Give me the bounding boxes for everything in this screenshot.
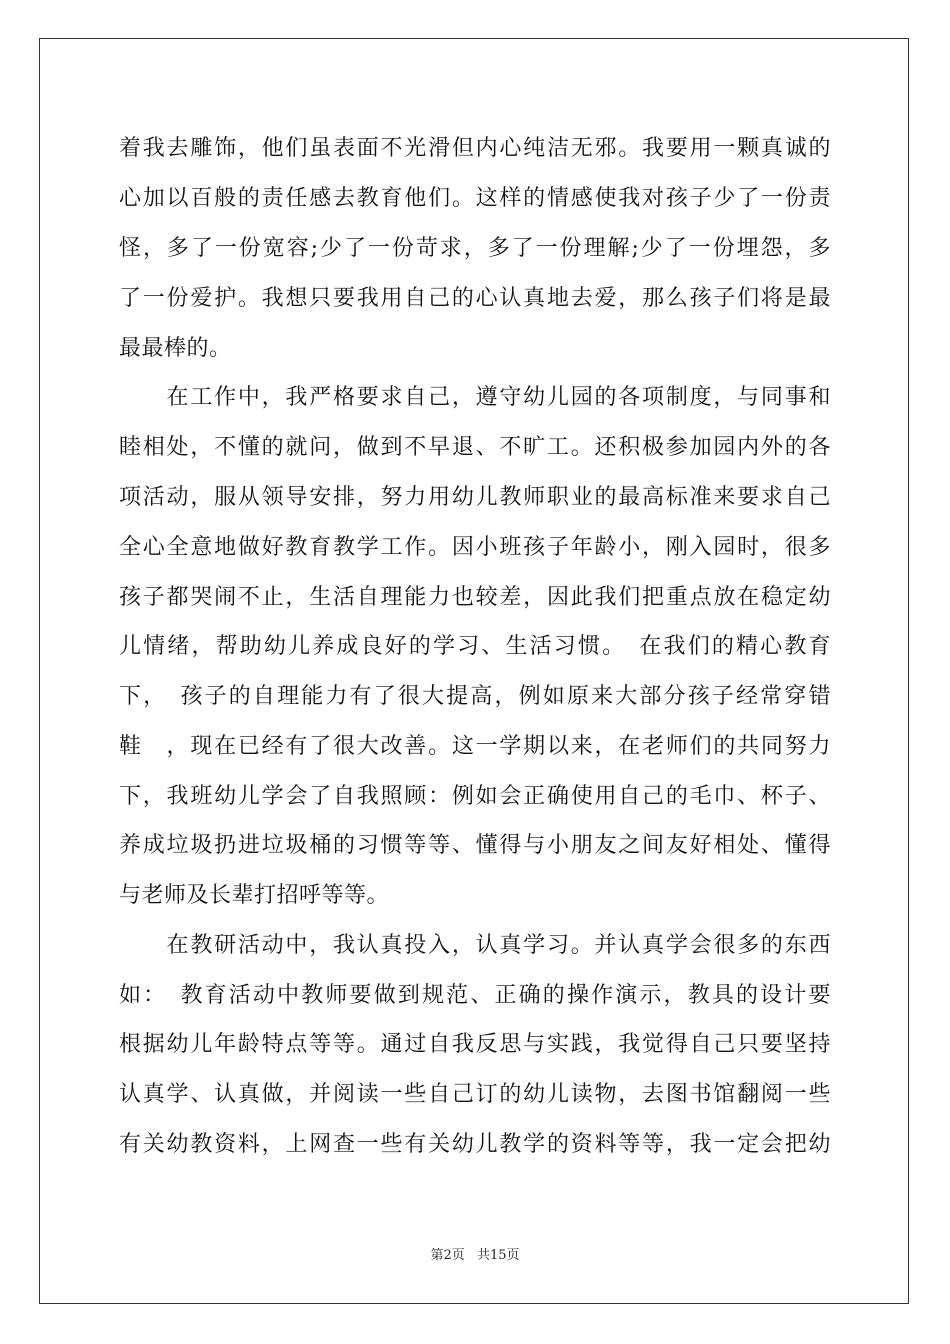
text-line: 养成垃圾扔进垃圾桶的习惯等等、懂得与小朋友之间友好相处、懂得	[119, 833, 831, 858]
page-total: 共15页	[476, 1248, 520, 1263]
text-line: 鞋 ，现在已经有了很大改善。这一学期以来，在老师们的共同努力	[119, 734, 831, 759]
page-footer	[0, 1248, 950, 1264]
text-line: 儿情绪，帮助幼儿养成良好的学习、生活习惯。 在我们的精心教育	[119, 634, 831, 659]
page-number: 第2页	[430, 1248, 465, 1263]
page-border	[39, 38, 909, 1304]
text-line: 下，我班幼儿学会了自我照顾：例如会正确使用自己的毛巾、杯子、	[119, 784, 831, 809]
text-line: 心加以百般的责任感去教育他们。这样的情感使我对孩子少了一份责	[119, 186, 831, 211]
text-line: 与老师及长辈打招呼等等。	[119, 883, 390, 908]
text-line: 在教研活动中，我认真投入，认真学习。并认真学会很多的东西	[119, 933, 831, 958]
text-line: 孩子都哭闹不止，生活自理能力也较差，因此我们把重点放在稳定幼	[119, 585, 831, 610]
text-line: 根据幼儿年龄特点等等。通过自我反思与实践，我觉得自己只要坚持	[119, 1032, 831, 1057]
text-line: 全心全意地做好教育教学工作。因小班孩子年龄小，刚入园时，很多	[119, 535, 831, 560]
text-line: 在工作中，我严格要求自己，遵守幼儿园的各项制度，与同事和	[119, 385, 831, 410]
text-line: 怪，多了一份宽容;少了一份苛求，多了一份理解;少了一份埋怨，多	[119, 236, 831, 261]
text-line: 认真学、认真做，并阅读一些自己订的幼儿读物，去图书馆翻阅一些	[119, 1082, 831, 1107]
text-line: 下， 孩子的自理能力有了很大提高，例如原来大部分孩子经常穿错	[119, 684, 831, 709]
text-line: 了一份爱护。我想只要我用自己的心认真地去爱，那么孩子们将是最	[119, 286, 831, 311]
text-line: 项活动，服从领导安排，努力用幼儿教师职业的最高标准来要求自己	[119, 485, 831, 510]
text-line: 着我去雕饰，他们虽表面不光滑但内心纯洁无邪。我要用一颗真诚的	[119, 136, 831, 161]
text-line: 最最棒的。	[119, 336, 232, 361]
text-line: 睦相处，不懂的就问，做到不早退、不旷工。还积极参加园内外的各	[119, 435, 831, 460]
text-line: 有关幼教资料，上网查一些有关幼儿教学的资料等等，我一定会把幼	[119, 1132, 831, 1157]
text-line: 如： 教育活动中教师要做到规范、正确的操作演示，教具的设计要	[119, 983, 831, 1008]
